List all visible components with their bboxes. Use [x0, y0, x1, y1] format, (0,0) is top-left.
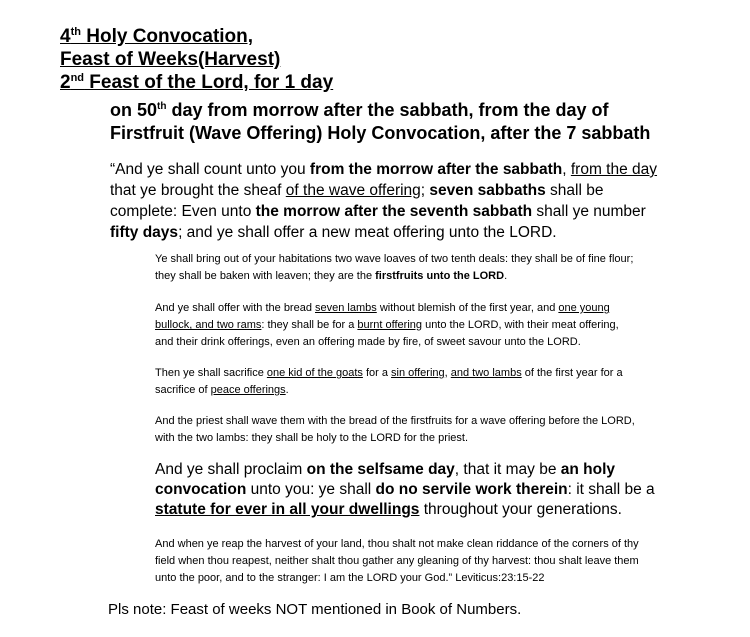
underlined-text: one young — [558, 302, 610, 314]
text-line — [155, 382, 715, 399]
text-line — [110, 222, 710, 243]
bold-text: the morrow after the seventh sabbath — [255, 203, 533, 220]
title-text: Holy Convocation, — [80, 26, 254, 47]
text-line: And when ye reap the harvest of your land, thou shalt not make clean riddance of the corners of thy — [155, 538, 639, 550]
text: unto the LORD, with their meat offering, — [422, 319, 619, 331]
text: complete: Even unto — [110, 203, 256, 220]
underlined-text: burnt offering — [357, 319, 423, 331]
text-line — [155, 365, 715, 382]
text-line: field when thou reapest, neither shalt thou gather any gleaning of thy harvest: thou shalt leave them — [155, 555, 639, 567]
underlined-text: one kid of the goats — [266, 367, 363, 379]
superscript: th — [157, 101, 167, 112]
bold-text: convocation — [155, 481, 247, 498]
text: that ye brought the sheaf — [110, 182, 286, 199]
text: , that it may be — [454, 461, 561, 478]
text: ; — [420, 182, 430, 199]
text: Then ye shall sacrifice — [155, 367, 267, 379]
title-line-3 — [60, 71, 333, 94]
subtitle-line-2: Firstfruit (Wave Offering) Holy Convocation, after the 7 sabbath — [110, 123, 651, 143]
text-line — [155, 480, 715, 500]
text-line — [155, 500, 715, 520]
text: without blemish of the first year, and — [376, 302, 559, 314]
bold-text: fifty days — [110, 224, 179, 241]
text-line — [155, 317, 715, 334]
text-line: Ye shall bring out of your habitations two wave loaves of two tenth deals: they shall be of fine flour; — [155, 253, 634, 265]
text-line: with the two lambs: they shall be holy to the LORD for the priest. — [155, 432, 469, 444]
text: unto you: ye shall — [246, 481, 376, 498]
text-line: and their drink offerings, even an offering made by fire, of sweet savour unto the LORD. — [155, 336, 581, 348]
text-line: unto the poor, and to the stranger: I am the LORD your God.” Leviticus:23:15-22 — [155, 572, 545, 584]
title-line-1 — [60, 25, 333, 48]
text: : they shall be for a — [261, 319, 358, 331]
text: throughout your generations. — [419, 501, 622, 518]
title-text: Feast of the Lord, for 1 day — [84, 72, 334, 93]
text: And ye shall proclaim — [155, 461, 307, 478]
text-line: And the priest shall wave them with the bread of the firstfruits for a wave offering before the LORD, — [155, 415, 635, 427]
underlined-text: of the wave offering — [285, 182, 421, 199]
text: . — [285, 384, 289, 396]
underlined-text: peace offerings — [210, 384, 286, 396]
underlined-text: and two lambs — [450, 367, 522, 379]
text-line — [155, 460, 715, 480]
text: shall ye number — [532, 203, 646, 220]
text-line — [110, 180, 710, 201]
text: on 50 — [110, 100, 158, 120]
text: they shall be baken with leaven; they are the — [155, 270, 376, 282]
footnote: Pls note: Feast of weeks NOT mentioned in Book of Numbers. — [108, 601, 522, 618]
scripture-paragraph-3 — [155, 300, 715, 351]
underlined-text: sin offering — [391, 367, 445, 379]
text-line — [155, 300, 715, 317]
scripture-paragraph-4 — [155, 365, 715, 399]
bold-text: do no servile work therein — [375, 481, 568, 498]
bold-text: firstfruits unto the LORD — [375, 270, 505, 282]
bold-underlined-text: statute for ever in all your dwellings — [155, 501, 420, 518]
text: ; and ye shall offer a new meat offering unto the LORD. — [178, 224, 557, 241]
title-number: 4 — [60, 26, 71, 47]
text: for a — [362, 367, 392, 379]
text: day from morrow after the sabbath, from the day of — [166, 100, 609, 120]
text: “And ye shall count unto you — [110, 161, 310, 178]
title-number: 2 — [60, 72, 71, 93]
text-line — [155, 268, 715, 285]
underlined-text: seven lambs — [315, 302, 377, 314]
text: , — [562, 161, 571, 178]
scripture-paragraph-6 — [155, 460, 715, 520]
text: , — [444, 367, 451, 379]
title-superscript: th — [70, 26, 81, 38]
bold-text: an holy — [560, 461, 616, 478]
subtitle-line-1 — [110, 99, 650, 122]
text: shall be — [545, 182, 604, 199]
text: : it shall be a — [567, 481, 655, 498]
underlined-text: bullock, and two rams — [155, 319, 262, 331]
subtitle — [110, 99, 650, 145]
text-line — [110, 201, 710, 222]
scripture-paragraph-1 — [110, 159, 710, 243]
text: . — [504, 270, 508, 282]
scripture-paragraph-2 — [155, 251, 715, 285]
scripture-paragraph-7 — [155, 536, 715, 587]
text: of the first year for a — [521, 367, 623, 379]
underlined-text: from the day — [570, 161, 658, 178]
text-line — [110, 159, 710, 180]
bold-text: on the selfsame day — [306, 461, 455, 478]
document-title — [60, 25, 333, 94]
bold-text: from the morrow after the sabbath — [309, 161, 563, 178]
text: And ye shall offer with the bread — [155, 302, 316, 314]
scripture-paragraph-5 — [155, 413, 715, 447]
title-line-2: Feast of Weeks(Harvest) — [60, 49, 281, 70]
text: sacrifice of — [155, 384, 211, 396]
bold-text: seven sabbaths — [429, 182, 546, 199]
title-superscript: nd — [70, 72, 85, 84]
